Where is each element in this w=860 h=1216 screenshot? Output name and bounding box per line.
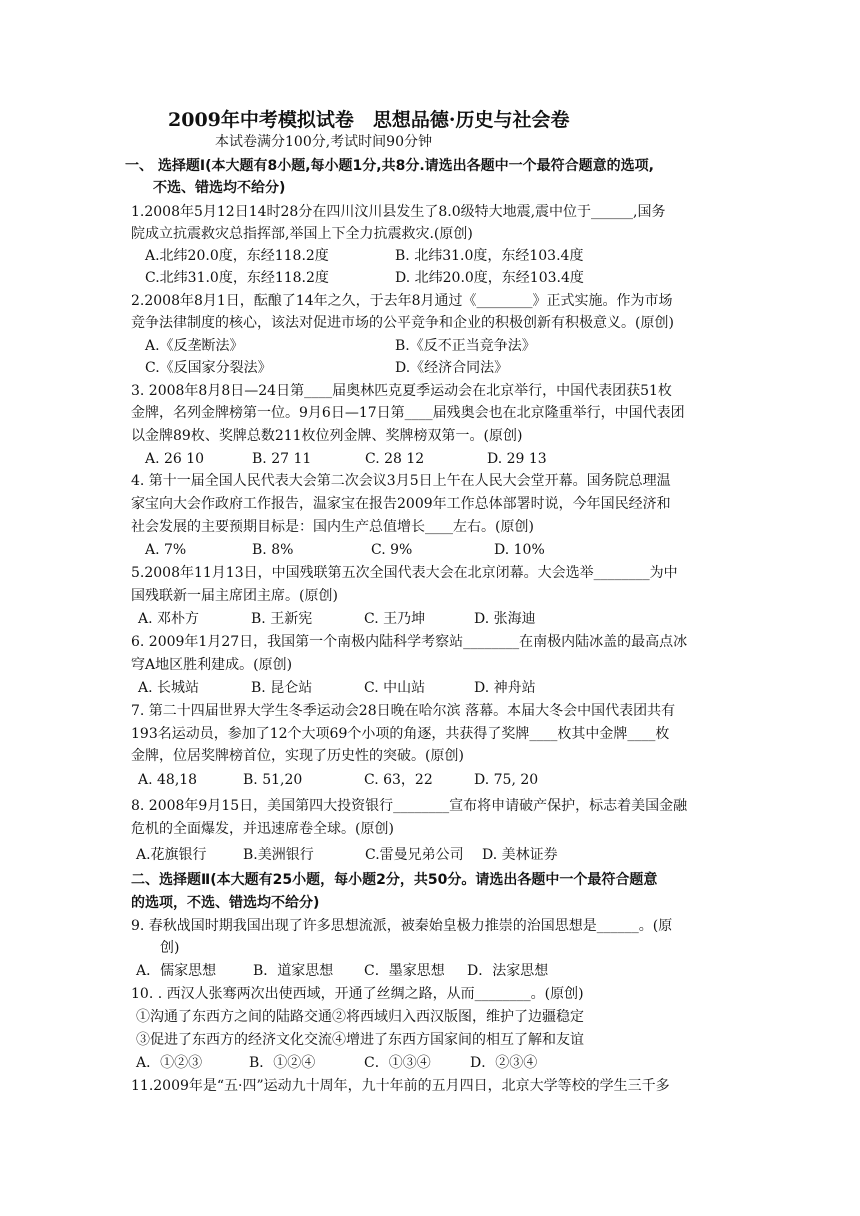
q3-option-c[interactable]: C. 28 12 bbox=[365, 451, 425, 467]
q10-option-d[interactable]: D．②③④ bbox=[470, 1055, 538, 1071]
q4-option-d[interactable]: D. 10% bbox=[494, 542, 545, 558]
q5-stem-cont: 国残联新一届主席团主席。(原创) bbox=[131, 588, 338, 604]
q9-option-c[interactable]: C．墨家思想 bbox=[364, 963, 445, 979]
q4-stem-cont2: 社会发展的主要预期目标是：国内生产总值增长____左右。(原创) bbox=[131, 519, 534, 535]
q4-stem: 4. 第十一届全国人民代表大会第二次会议3月5日上午在人民大会堂开幕。国务院总理温 bbox=[131, 473, 671, 489]
q2-stem-cont: 竞争法律制度的核心，该法对促进市场的公平竞争和企业的积极创新有积极意义。(原创) bbox=[131, 315, 674, 331]
q8-option-d[interactable]: D. 美林证券 bbox=[482, 847, 558, 863]
q1-option-d[interactable]: D. 北纬20.0度，东经103.4度 bbox=[395, 270, 584, 286]
q4-stem-cont1: 家宝向大会作政府工作报告，温家宝在报告2009年工作总体部署时说，今年国民经济和 bbox=[131, 496, 671, 512]
q10-stem: 10. . 西汉人张骞两次出使西域，开通了丝绸之路，从而________。(原创) bbox=[131, 986, 584, 1002]
q2-option-b[interactable]: B.《反不正当竞争法》 bbox=[395, 338, 536, 354]
q7-stem-cont1: 193名运动员，参加了12个大项69个小项的角逐，共获得了奖牌____枚其中金牌____枚 bbox=[131, 726, 670, 742]
q7-option-b[interactable]: B. 51,20 bbox=[243, 772, 303, 788]
q6-option-b[interactable]: B. 昆仑站 bbox=[251, 680, 313, 696]
q8-stem-cont: 危机的全面爆发，并迅速席卷全球。(原创) bbox=[131, 821, 394, 837]
q3-option-a[interactable]: A. 26 10 bbox=[145, 451, 205, 467]
q8-option-b[interactable]: B.美洲银行 bbox=[243, 847, 314, 863]
q1-stem: 1.2008年5月12日14时28分在四川汶川县发生了8.0级特大地震,震中位于______,国务 bbox=[131, 204, 666, 220]
q5-option-d[interactable]: D. 张海迪 bbox=[474, 611, 536, 627]
section2-heading-cont: 的选项，不选、错选均不给分) bbox=[131, 895, 320, 911]
q9-stem-cont: 创) bbox=[160, 940, 180, 956]
q7-option-a[interactable]: A. 48,18 bbox=[138, 772, 198, 788]
exam-subtitle: 本试卷满分100分,考试时间90分钟 bbox=[215, 134, 432, 150]
q3-stem: 3. 2008年8月8日—24日第____届奥林匹克夏季运动会在北京举行，中国代表团获51枚 bbox=[131, 383, 672, 399]
q7-stem: 7. 第二十四届世界大学生冬季运动会28日晚在哈尔滨 落幕。本届大冬会中国代表团共有 bbox=[131, 703, 676, 719]
q9-option-a[interactable]: A．儒家思想 bbox=[136, 963, 217, 979]
q4-option-c[interactable]: C. 9% bbox=[371, 542, 413, 558]
q6-option-c[interactable]: C. 中山站 bbox=[364, 680, 426, 696]
q8-option-c[interactable]: C.雷曼兄弟公司 bbox=[365, 847, 464, 863]
q3-option-d[interactable]: D. 29 13 bbox=[487, 451, 547, 467]
q10-option-c[interactable]: C．①③④ bbox=[364, 1055, 431, 1071]
q2-option-d[interactable]: D.《经济合同法》 bbox=[395, 360, 509, 376]
q9-stem: 9. 春秋战国时期我国出现了许多思想流派，被秦始皇极力推崇的治国思想是______。(原 bbox=[131, 918, 673, 934]
q7-stem-cont2: 金牌，位居奖牌榜首位，实现了历史性的突破。(原创) bbox=[131, 748, 464, 764]
section2-heading: 二、选择题Ⅱ(本大题有25小题，每小题2分，共50分。请选出各题中一个最符合题意 bbox=[131, 872, 658, 888]
q3-stem-cont1: 金牌，名列金牌榜第一位。9月6日—17日第____届残奥会也在北京隆重举行，中国代表团 bbox=[131, 405, 685, 421]
q1-stem-cont: 院成立抗震救灾总指挥部,举国上下全力抗震救灾.(原创) bbox=[131, 226, 473, 242]
q3-stem-cont2: 以金牌89枚、奖牌总数211枚位列金牌、奖牌榜双第一。(原创) bbox=[131, 428, 523, 444]
q2-option-c[interactable]: C.《反国家分裂法》 bbox=[145, 360, 272, 376]
q6-option-a[interactable]: A. 长城站 bbox=[138, 680, 200, 696]
exam-title: 2009年中考模拟试卷 思想品德·历史与社会卷 bbox=[168, 109, 570, 131]
q1-option-c[interactable]: C.北纬31.0度，东经118.2度 bbox=[145, 270, 329, 286]
q5-option-b[interactable]: B. 王新宪 bbox=[251, 611, 313, 627]
q8-stem: 8. 2008年9月15日，美国第四大投资银行________宣布将申请破产保护，标志着美国金融 bbox=[131, 798, 688, 814]
q10-option-a[interactable]: A．①②③ bbox=[136, 1055, 203, 1071]
q9-option-d[interactable]: D．法家思想 bbox=[467, 963, 549, 979]
q3-option-b[interactable]: B. 27 11 bbox=[252, 451, 312, 467]
section1-heading: 一、 选择题Ⅰ(本大题有8小题,每小题1分,共8分.请选出各题中一个最符合题意的选项, bbox=[125, 158, 654, 174]
q10-option-b[interactable]: B．①②④ bbox=[249, 1055, 316, 1071]
q1-option-b[interactable]: B. 北纬31.0度，东经103.4度 bbox=[395, 248, 584, 264]
q1-option-a[interactable]: A.北纬20.0度，东经118.2度 bbox=[145, 248, 329, 264]
q10-statements-2: ③促进了东西方的经济文化交流④增进了东西方国家间的相互了解和友谊 bbox=[136, 1032, 584, 1048]
q4-option-b[interactable]: B. 8% bbox=[252, 542, 294, 558]
q6-stem-cont: 穹A地区胜利建成。(原创) bbox=[131, 657, 293, 673]
q11-stem: 11.2009年是“五·四”运动九十周年，九十年前的五月四日，北京大学等校的学生三千多 bbox=[131, 1078, 670, 1094]
q6-option-d[interactable]: D. 神舟站 bbox=[474, 680, 536, 696]
q7-option-c[interactable]: C. 63，22 bbox=[364, 772, 433, 788]
q7-option-d[interactable]: D. 75, 20 bbox=[474, 772, 539, 788]
q5-option-c[interactable]: C. 王乃坤 bbox=[364, 611, 426, 627]
q8-option-a[interactable]: A.花旗银行 bbox=[136, 847, 207, 863]
q9-option-b[interactable]: B．道家思想 bbox=[253, 963, 334, 979]
section1-heading-cont: 不选、错选均不给分) bbox=[153, 180, 286, 196]
q2-option-a[interactable]: A.《反垄断法》 bbox=[145, 338, 244, 354]
q10-statements-1: ①沟通了东西方之间的陆路交通②将西域归入西汉版图，维护了边疆稳定 bbox=[136, 1009, 584, 1025]
q5-option-a[interactable]: A. 邓朴方 bbox=[138, 611, 200, 627]
q2-stem: 2.2008年8月1日，酝酿了14年之久，于去年8月通过《________》正式实施。作为市场 bbox=[131, 293, 673, 309]
q6-stem: 6. 2009年1月27日，我国第一个南极内陆科学考察站________在南极内陆冰盖的最高点冰 bbox=[131, 634, 688, 650]
q4-option-a[interactable]: A. 7% bbox=[145, 542, 187, 558]
q5-stem: 5.2008年11月13日，中国残联第五次全国代表大会在北京闭幕。大会选举________为中 bbox=[131, 565, 678, 581]
